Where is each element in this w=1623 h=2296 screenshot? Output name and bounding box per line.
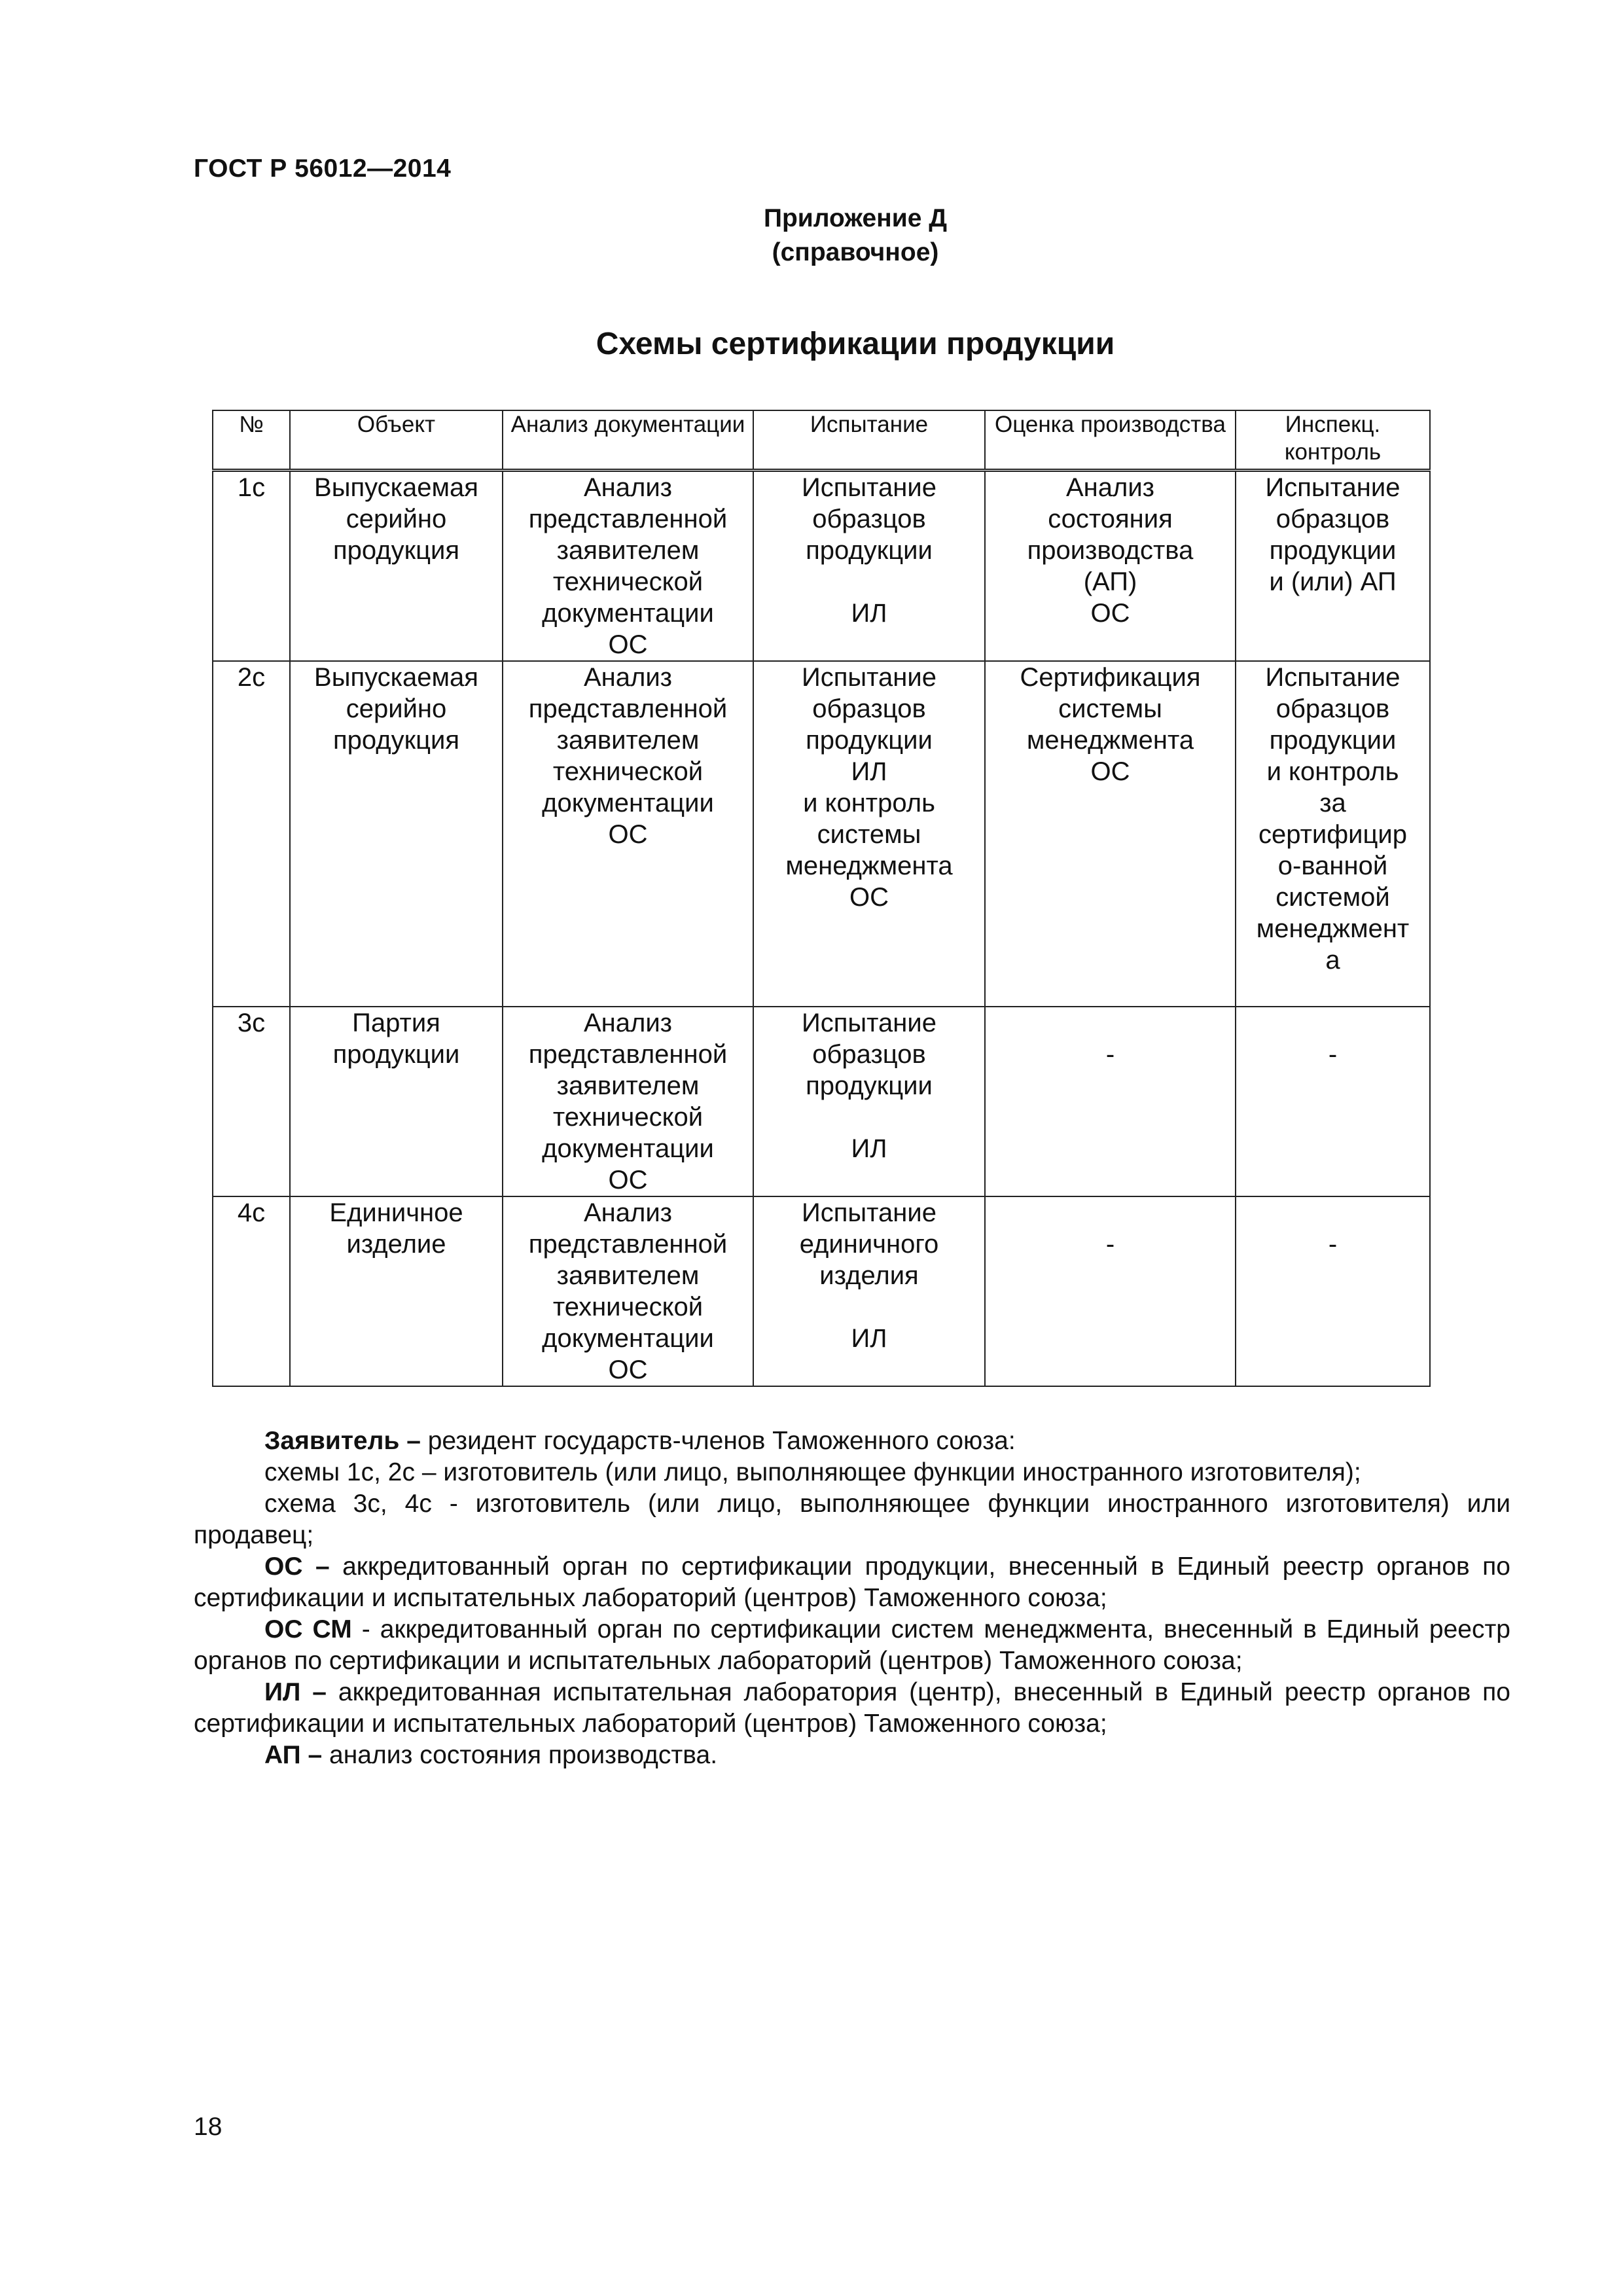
note-text: аккредитованная испытательная лаборатория (центр), внесенный в Единый реестр органов по сертификации и испытательных лабораторий (центров) Таможенного союза; [194, 1678, 1510, 1738]
scheme-testing: Испытание единичного изделия ИЛ [753, 1196, 985, 1386]
note-paragraph [194, 1677, 1510, 1740]
table-header-row [213, 410, 1430, 471]
scheme-documentation-analysis: Анализ представленной заявителем технической документации ОС [503, 1007, 753, 1196]
scheme-inspection-control: - [1236, 1196, 1430, 1386]
scheme-testing: Испытание образцов продукции ИЛ [753, 1007, 985, 1196]
scheme-object: Партия продукции [290, 1007, 503, 1196]
scheme-documentation-analysis: Анализ представленной заявителем технической документации ОС [503, 661, 753, 1007]
table-row [213, 1196, 1430, 1386]
certification-schemes-table [212, 410, 1431, 1387]
page-title: Схемы сертификации продукции [596, 327, 1115, 361]
scheme-production-assessment: - [985, 1007, 1236, 1196]
note-term: ОС СМ [264, 1615, 352, 1643]
column-header-documentation-analysis: Анализ документации [503, 410, 753, 471]
standard-designation: ГОСТ Р 56012—2014 [194, 154, 452, 183]
scheme-documentation-analysis: Анализ представленной заявителем технической документации ОС [503, 1196, 753, 1386]
scheme-object: Выпускаемая серийно продукция [290, 471, 503, 662]
note-text: схема 3с, 4с - изготовитель (или лицо, выполняющее функции иностранного изготовителя) или продавец; [194, 1490, 1510, 1549]
scheme-object: Единичное изделие [290, 1196, 503, 1386]
appendix-heading [0, 202, 1623, 270]
scheme-production-assessment: Сертификация системы менеджмента ОС [985, 661, 1236, 1007]
scheme-documentation-analysis: Анализ представленной заявителем технической документации ОС [503, 471, 753, 662]
appendix-title: Приложение Д [763, 204, 948, 232]
scheme-production-assessment: - [985, 1196, 1236, 1386]
note-text: - аккредитованный орган по сертификации систем менеджмента, внесенный в Единый реестр органов по сертификации и испытательных лабораторий (центров) Таможенного союза; [194, 1615, 1510, 1675]
scheme-number: 4с [213, 1196, 290, 1386]
note-text: аккредитованный орган по сертификации продукции, внесенный в Единый реестр органов по сертификации и испытательных лабораторий (центров) Таможенного союза; [194, 1552, 1510, 1612]
scheme-inspection-control: - [1236, 1007, 1430, 1196]
scheme-number: 3с [213, 1007, 290, 1196]
note-paragraph [194, 1457, 1510, 1488]
table-row [213, 661, 1430, 1007]
note-text: резидент государств-членов Таможенного союза: [420, 1427, 1016, 1455]
scheme-inspection-control: Испытание образцов продукции и (или) АП [1236, 471, 1430, 662]
note-paragraph [194, 1551, 1510, 1614]
note-term: ОС – [264, 1552, 330, 1581]
column-header-object: Объект [290, 410, 503, 471]
column-header-production-assessment: Оценка производства [985, 410, 1236, 471]
column-header-inspection-control: Инспекц. контроль [1236, 410, 1430, 471]
table-row [213, 1007, 1430, 1196]
column-header-number: № [213, 410, 290, 471]
note-term: Заявитель – [264, 1427, 421, 1455]
scheme-testing: Испытание образцов продукции ИЛ и контроль системы менеджмента ОС [753, 661, 985, 1007]
column-header-testing: Испытание [753, 410, 985, 471]
note-paragraph [194, 1740, 1510, 1771]
note-paragraph [194, 1426, 1510, 1457]
note-term: АП – [264, 1741, 323, 1769]
scheme-object: Выпускаемая серийно продукция [290, 661, 503, 1007]
appendix-subtitle: (справочное) [772, 238, 939, 266]
scheme-production-assessment: Анализ состояния производства (АП) ОС [985, 471, 1236, 662]
note-term: ИЛ – [264, 1678, 327, 1706]
scheme-number: 2с [213, 661, 290, 1007]
table-row [213, 471, 1430, 662]
note-paragraph [194, 1488, 1510, 1551]
legend-notes [194, 1426, 1510, 1771]
note-text: схемы 1с, 2с – изготовитель (или лицо, выполняющее функции иностранного изготовителя); [264, 1458, 1361, 1486]
note-text: анализ состояния производства. [322, 1741, 718, 1769]
scheme-number: 1с [213, 471, 290, 662]
page-number: 18 [194, 2113, 223, 2141]
scheme-testing: Испытание образцов продукции ИЛ [753, 471, 985, 662]
scheme-inspection-control: Испытание образцов продукции и контроль за сертифицир о-ванной системой менеджмент а [1236, 661, 1430, 1007]
note-paragraph [194, 1614, 1510, 1677]
